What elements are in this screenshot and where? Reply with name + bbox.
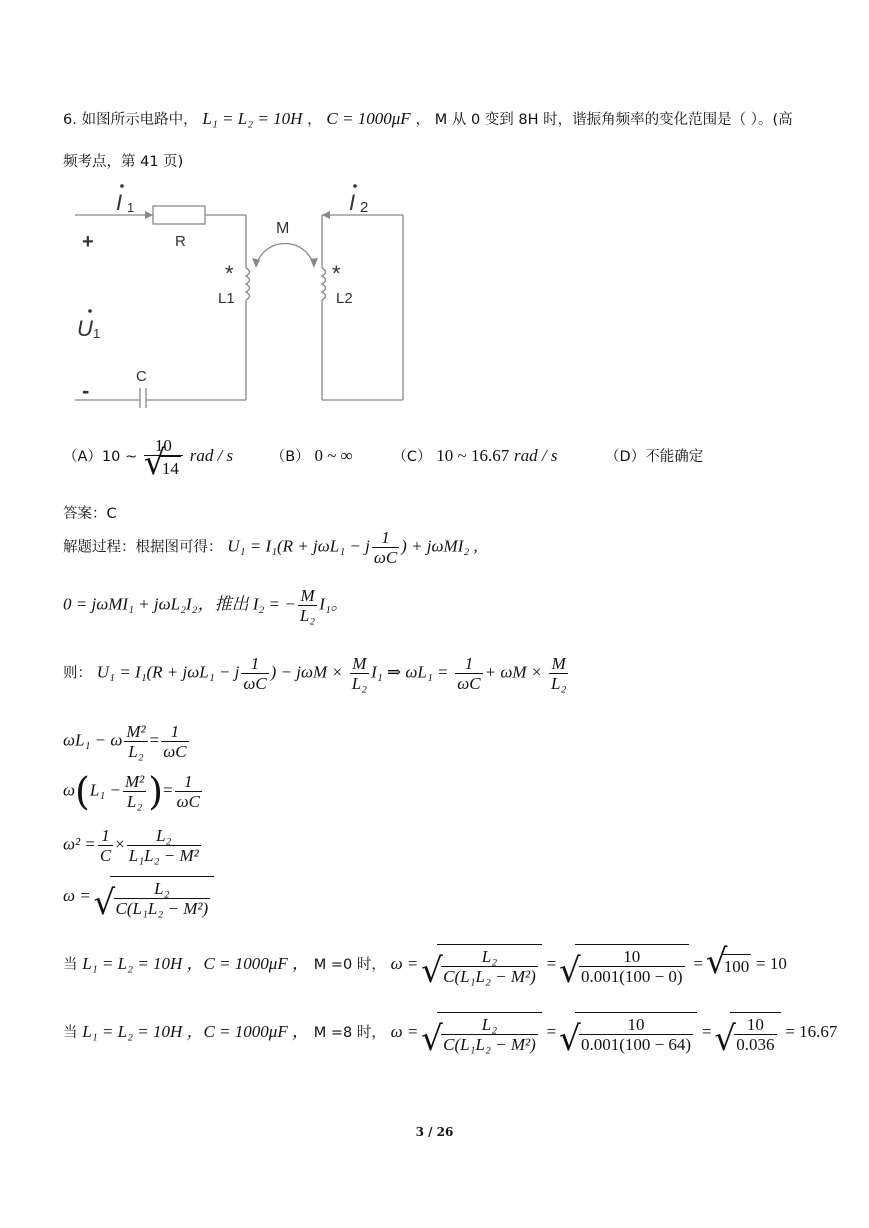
label-u1: U	[77, 316, 93, 341]
page-number: 3 / 26	[415, 1125, 454, 1139]
svg-text:1: 1	[127, 200, 135, 215]
svg-text:1: 1	[93, 326, 101, 341]
circuit-diagram	[60, 178, 420, 408]
label-minus: -	[82, 378, 90, 403]
derivation-line-2: ω(L₁ − $\frac{\text{M²}}{\text{L₂}}$ )= $\frac{1}{\omega C}$	[63, 769, 200, 814]
question-cond-l: L₁ = L₂ = 10H	[202, 109, 303, 128]
label-i2: I	[349, 190, 356, 215]
solution-line-3: 则： U₁ = I₁(R + jωL₁ − j $\frac{1}{\omega C}$ ) − jωM × $\frac{M}{\text{L₂}}$ I₁ ⇒ ωL₁ = $\frac{1}{\omega C}$ + ωM × $\frac{M}{\text{L₂}}$	[63, 654, 567, 693]
label-i1: I	[116, 190, 123, 215]
label-r: R	[175, 233, 186, 250]
option-c-unit: rad / s	[514, 446, 558, 466]
solution-line-2: 0 = jωMI₁ + jωL₂I₂，推出 I₂ = − $\frac{M}{\text{L₂}}$ I₁。	[63, 586, 348, 625]
question-line-1: 6. 如图所示电路中， L₁ = L₂ = 10H ， C = 1000μF ， M 从 0 变到 8H 时，谐振角频率的变化范围是（ ）。(高	[63, 109, 793, 128]
solution-line-1: 解题过程：根据图可得： U₁ = I₁(R + jωL₁ − j $\frac{1}{\omega C}$ ) + jωMI₂ ,	[63, 528, 478, 567]
option-c-value: 10 ~ 16.67	[436, 446, 510, 466]
svg-text:2: 2	[360, 199, 369, 216]
resistor-r	[153, 206, 205, 224]
label-plus: +	[82, 231, 94, 253]
question-line-2: 频考点，第 41 页)	[63, 154, 184, 170]
option-a-frac: 10 √ 14	[144, 436, 183, 478]
mutual-arc	[256, 244, 314, 267]
derivation-line-4: ω = √ $\frac{\text{L₂}}{\text{C(L₁L₂ − M²)}}$	[63, 876, 214, 918]
label-l2: L2	[336, 290, 353, 307]
case-m-zero: 当 L₁ = L₂ = 10H ，C = 1000μF ， M =0 时， ω = √ $\frac{\text{L₂}}{\text{C(L₁L₂ − M²)}}$ = √ $\frac{10}{0.001(100 - 0)}$ = √ 100 = 10	[63, 944, 787, 986]
label-l1: L1	[218, 290, 235, 307]
star-right: *	[332, 261, 341, 286]
arrow-i2	[322, 211, 330, 219]
label-c: C	[136, 368, 147, 385]
question-cond-c: C = 1000μF	[326, 109, 411, 128]
arrow-i1	[145, 211, 153, 219]
question-stem-rest: M 从 0 变到 8H 时，谐振角频率的变化范围是（ ）。(高	[434, 112, 793, 128]
option-d-label: （D）不能确定	[605, 449, 704, 466]
option-c-label: （C）	[392, 449, 432, 466]
options-row	[63, 436, 703, 478]
label-m: M	[276, 220, 290, 237]
question-number: 6.	[63, 112, 77, 128]
option-a-unit: rad / s	[189, 446, 234, 466]
derivation-line-3: ω² = $\frac{1}{C}$ × $\frac{\text{L₂}}{\text{L₁L₂ − M²}}$	[63, 826, 199, 865]
option-a-label: （A）10 ~	[63, 449, 138, 466]
derivation-line-1: ωL₁ − ω $\frac{\text{M²}}{\text{L₂}}$ = $\frac{1}{\omega C}$	[63, 722, 187, 761]
inductor-l1-coil	[246, 268, 250, 300]
option-b-label: （B）	[270, 449, 310, 466]
option-b-value: 0 ~ ∞	[314, 446, 353, 466]
arrow-mutual-right	[310, 258, 318, 268]
answer: 答案：C	[63, 506, 117, 522]
star-left: *	[225, 261, 234, 286]
inductor-l2-coil	[322, 268, 326, 300]
case-m-eight: 当 L₁ = L₂ = 10H ，C = 1000μF ， M =8 时， ω = √ $\frac{\text{L₂}}{\text{C(L₁L₂ − M²)}}$ = √ $\frac{10}{0.001(100 - 64)}$ = √ $\frac{10}{0.036}$ = 16.67	[63, 1012, 837, 1054]
question-intro: 如图所示电路中，	[81, 112, 198, 128]
